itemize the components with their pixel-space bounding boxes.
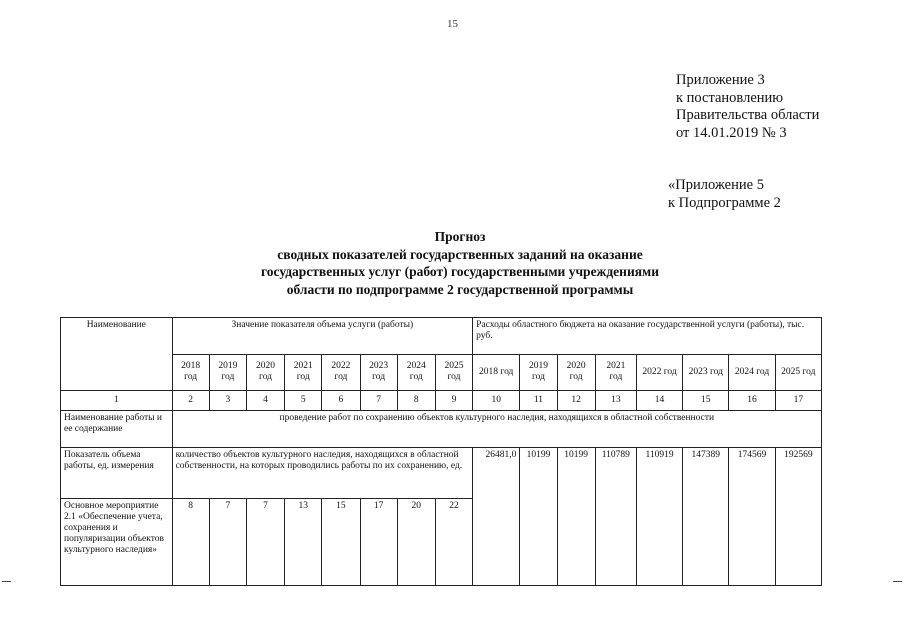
empty-cell <box>595 498 636 585</box>
year-cell: 2022 год <box>322 354 360 391</box>
col-number-cell: 13 <box>595 391 636 411</box>
year-cell: 2022 год <box>636 354 682 391</box>
appendix-line: к постановлению <box>676 89 784 106</box>
col-number-cell: 8 <box>397 391 435 411</box>
empty-cell <box>557 498 595 585</box>
value-cell: 7 <box>246 498 284 585</box>
year-cell: 2021 год <box>595 354 636 391</box>
col-number-cell: 6 <box>322 391 360 411</box>
year-cell: 2025 год <box>435 354 472 391</box>
appendix-quote-block <box>668 177 781 212</box>
row-label-event: Основное мероприятие 2.1 «Обеспечение учета, сохранения и популяризации объектов культурного наследия» <box>61 498 173 585</box>
col-number-cell: 12 <box>557 391 595 411</box>
empty-cell <box>729 498 775 585</box>
header-name: Наименование <box>61 318 173 391</box>
value-cell: 7 <box>209 498 246 585</box>
table-header-row <box>61 318 822 355</box>
col-number-cell: 11 <box>520 391 557 411</box>
col-number-cell: 1 <box>61 391 173 411</box>
title-line: Прогноз <box>434 229 486 244</box>
value-cell: 15 <box>322 498 360 585</box>
year-cell: 2018 год <box>473 354 520 391</box>
value-cell: 20 <box>397 498 435 585</box>
value-cell: 13 <box>285 498 322 585</box>
col-number-cell: 5 <box>285 391 322 411</box>
expense-cell: 26481,0 <box>473 447 520 498</box>
work-content: проведение работ по сохранению объектов культурного наследия, находящихся в областной собственности <box>172 411 821 448</box>
year-cell: 2020 год <box>246 354 284 391</box>
col-number-cell: 7 <box>360 391 397 411</box>
expense-cell: 10199 <box>520 447 557 498</box>
appendix-line: Приложение 3 <box>676 72 765 88</box>
value-cell: 8 <box>172 498 209 585</box>
year-cell: 2018 год <box>172 354 209 391</box>
row-label-work: Наименование работы и ее содержание <box>61 411 173 448</box>
left-edge-mark <box>2 581 11 582</box>
appendix-quote-line: «Приложение 5 <box>668 177 764 193</box>
expense-cell: 110919 <box>636 447 682 498</box>
col-number-cell: 17 <box>775 391 821 411</box>
expense-cell: 147389 <box>683 447 729 498</box>
empty-cell <box>636 498 682 585</box>
appendix-line: от 14.01.2019 № 3 <box>676 124 787 141</box>
value-cell: 17 <box>360 498 397 585</box>
table-row-indicator <box>61 447 822 498</box>
col-number-cell: 2 <box>172 391 209 411</box>
right-edge-mark <box>893 581 902 582</box>
title-line: области по подпрограмме 2 государственной программы <box>286 281 634 297</box>
table-years-row <box>61 354 822 391</box>
year-cell: 2019 год <box>520 354 557 391</box>
year-cell: 2023 год <box>683 354 729 391</box>
col-number-cell: 9 <box>435 391 472 411</box>
col-number-cell: 16 <box>729 391 775 411</box>
empty-cell <box>520 498 557 585</box>
col-number-cell: 10 <box>473 391 520 411</box>
col-number-cell: 3 <box>209 391 246 411</box>
year-cell: 2019 год <box>209 354 246 391</box>
col-number-cell: 4 <box>246 391 284 411</box>
value-cell: 22 <box>435 498 472 585</box>
appendix-block <box>676 72 819 142</box>
expense-cell: 110789 <box>595 447 636 498</box>
expense-cell: 10199 <box>557 447 595 498</box>
year-cell: 2020 год <box>557 354 595 391</box>
expense-cell: 192569 <box>775 447 821 498</box>
empty-cell <box>775 498 821 585</box>
year-cell: 2021 год <box>285 354 322 391</box>
page-number: 15 <box>447 18 458 30</box>
year-cell: 2024 год <box>397 354 435 391</box>
col-number-cell: 15 <box>683 391 729 411</box>
header-indicator: Значение показателя объема услуги (работы) <box>172 318 473 355</box>
empty-cell <box>473 498 520 585</box>
empty-cell <box>683 498 729 585</box>
appendix-line: Правительства области <box>676 107 820 123</box>
year-cell: 2024 год <box>729 354 775 391</box>
indicator-content: количество объектов культурного наследия, находящихся в областной собственности, на которых проводились работы по их сохранению, ед. <box>172 447 473 498</box>
expense-cell: 174569 <box>729 447 775 498</box>
title-line: сводных показателей государственных заданий на оказание <box>277 246 643 262</box>
year-cell: 2025 год <box>775 354 821 391</box>
col-number-cell: 14 <box>636 391 682 411</box>
appendix-quote-line: к Подпрограмме 2 <box>668 194 781 211</box>
title-line: государственных услуг (работ) государственными учреждениями <box>260 264 660 279</box>
document-title <box>180 228 740 298</box>
table-row-event <box>61 498 822 585</box>
year-cell: 2023 год <box>360 354 397 391</box>
table-row-work <box>61 411 822 448</box>
row-label-indicator: Показатель объема работы, ед. измерения <box>61 447 173 498</box>
forecast-table <box>60 317 822 586</box>
column-numbers-row <box>61 391 822 411</box>
header-expenses: Расходы областного бюджета на оказание государственной услуги (работы), тыс. руб. <box>473 318 822 355</box>
